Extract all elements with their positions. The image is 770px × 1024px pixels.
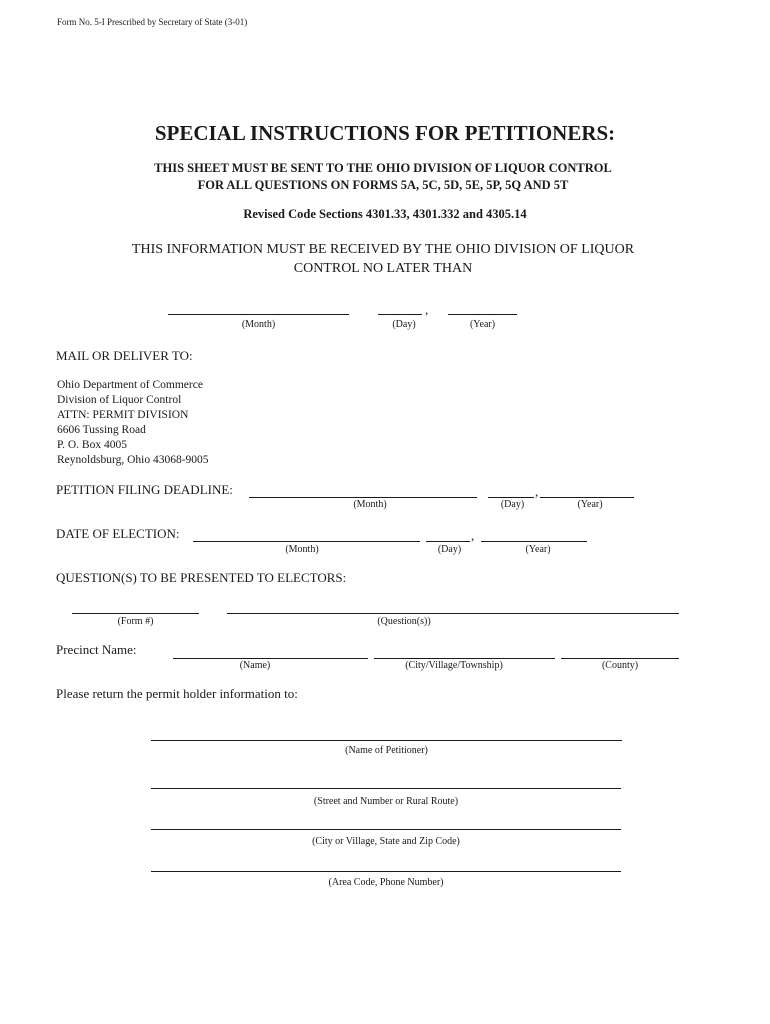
- election-comma: ,: [471, 528, 475, 543]
- form-number-caption: (Form #): [117, 616, 154, 627]
- filing-day-caption: (Day): [500, 499, 525, 510]
- address-block: [57, 378, 209, 468]
- address-line: P. O. Box 4005: [57, 439, 127, 451]
- deadline-day-line[interactable]: [378, 314, 422, 315]
- precinct-label: Precinct Name:: [56, 642, 137, 657]
- filing-year-caption: (Year): [577, 499, 603, 510]
- election-date-label: DATE OF ELECTION:: [56, 526, 180, 541]
- deadline-month-caption: (Month): [241, 319, 276, 330]
- return-info-label: Please return the permit holder information to:: [56, 686, 298, 701]
- election-day-caption: (Day): [437, 544, 462, 555]
- questions-label: QUESTION(S) TO BE PRESENTED TO ELECTORS:: [56, 570, 347, 585]
- precinct-name-line[interactable]: [173, 658, 368, 659]
- petitioner-name-line[interactable]: [151, 740, 622, 741]
- info-line-1: THIS INFORMATION MUST BE RECEIVED BY THE OHIO DIVISION OF LIQUOR: [131, 242, 635, 257]
- address-line: ATTN: PERMIT DIVISION: [57, 409, 189, 421]
- city-state-zip-caption: (City or Village, State and Zip Code): [312, 836, 460, 847]
- election-day-line[interactable]: [426, 541, 470, 542]
- mail-heading: MAIL OR DELIVER TO:: [56, 348, 193, 363]
- deadline-day-caption: (Day): [392, 319, 416, 330]
- questions-line[interactable]: [227, 613, 679, 614]
- precinct-city-caption: (City/Village/Township): [405, 660, 503, 671]
- precinct-county-caption: (County): [601, 660, 639, 671]
- precinct-city-line[interactable]: [374, 658, 555, 659]
- filing-month-line[interactable]: [249, 497, 477, 498]
- deadline-year-line[interactable]: [448, 314, 517, 315]
- filing-year-line[interactable]: [540, 497, 634, 498]
- precinct-county-line[interactable]: [561, 658, 679, 659]
- street-caption: (Street and Number or Rural Route): [313, 796, 459, 807]
- filing-comma: ,: [535, 484, 539, 499]
- filing-month-caption: (Month): [353, 499, 387, 510]
- precinct-name-caption: (Name): [239, 660, 271, 671]
- form-number-header: Form No. 5-I Prescribed by Secretary of State (3-01): [57, 17, 248, 27]
- deadline-year-caption: (Year): [469, 319, 496, 330]
- petitioner-name-caption: (Name of Petitioner): [345, 745, 428, 756]
- petition-filing-label: PETITION FILING DEADLINE:: [56, 482, 233, 497]
- code-sections: Revised Code Sections 4301.33, 4301.332 and 4305.14: [243, 207, 527, 221]
- subtitle-line-1: THIS SHEET MUST BE SENT TO THE OHIO DIVISION OF LIQUOR CONTROL: [154, 161, 612, 175]
- phone-caption: (Area Code, Phone Number): [328, 877, 444, 888]
- election-year-caption: (Year): [525, 544, 551, 555]
- page-title: SPECIAL INSTRUCTIONS FOR PETITIONERS:: [154, 121, 616, 145]
- election-month-line[interactable]: [193, 541, 420, 542]
- info-line-2: CONTROL NO LATER THAN: [293, 261, 473, 276]
- address-line: 6606 Tussing Road: [57, 424, 146, 436]
- election-month-caption: (Month): [285, 544, 319, 555]
- address-line: Division of Liquor Control: [57, 394, 182, 406]
- phone-line[interactable]: [151, 871, 621, 872]
- deadline-comma: ,: [425, 302, 429, 317]
- deadline-month-line[interactable]: [168, 314, 349, 315]
- street-line[interactable]: [151, 788, 621, 789]
- subtitle-line-2: FOR ALL QUESTIONS ON FORMS 5A, 5C, 5D, 5E, 5P, 5Q AND 5T: [197, 178, 569, 192]
- form-number-line[interactable]: [72, 613, 199, 614]
- city-state-zip-line[interactable]: [151, 829, 621, 830]
- filing-day-line[interactable]: [488, 497, 534, 498]
- address-line: Ohio Department of Commerce: [57, 379, 203, 391]
- questions-caption: (Question(s)): [377, 616, 431, 627]
- address-line: Reynoldsburg, Ohio 43068-9005: [57, 454, 209, 466]
- election-year-line[interactable]: [481, 541, 587, 542]
